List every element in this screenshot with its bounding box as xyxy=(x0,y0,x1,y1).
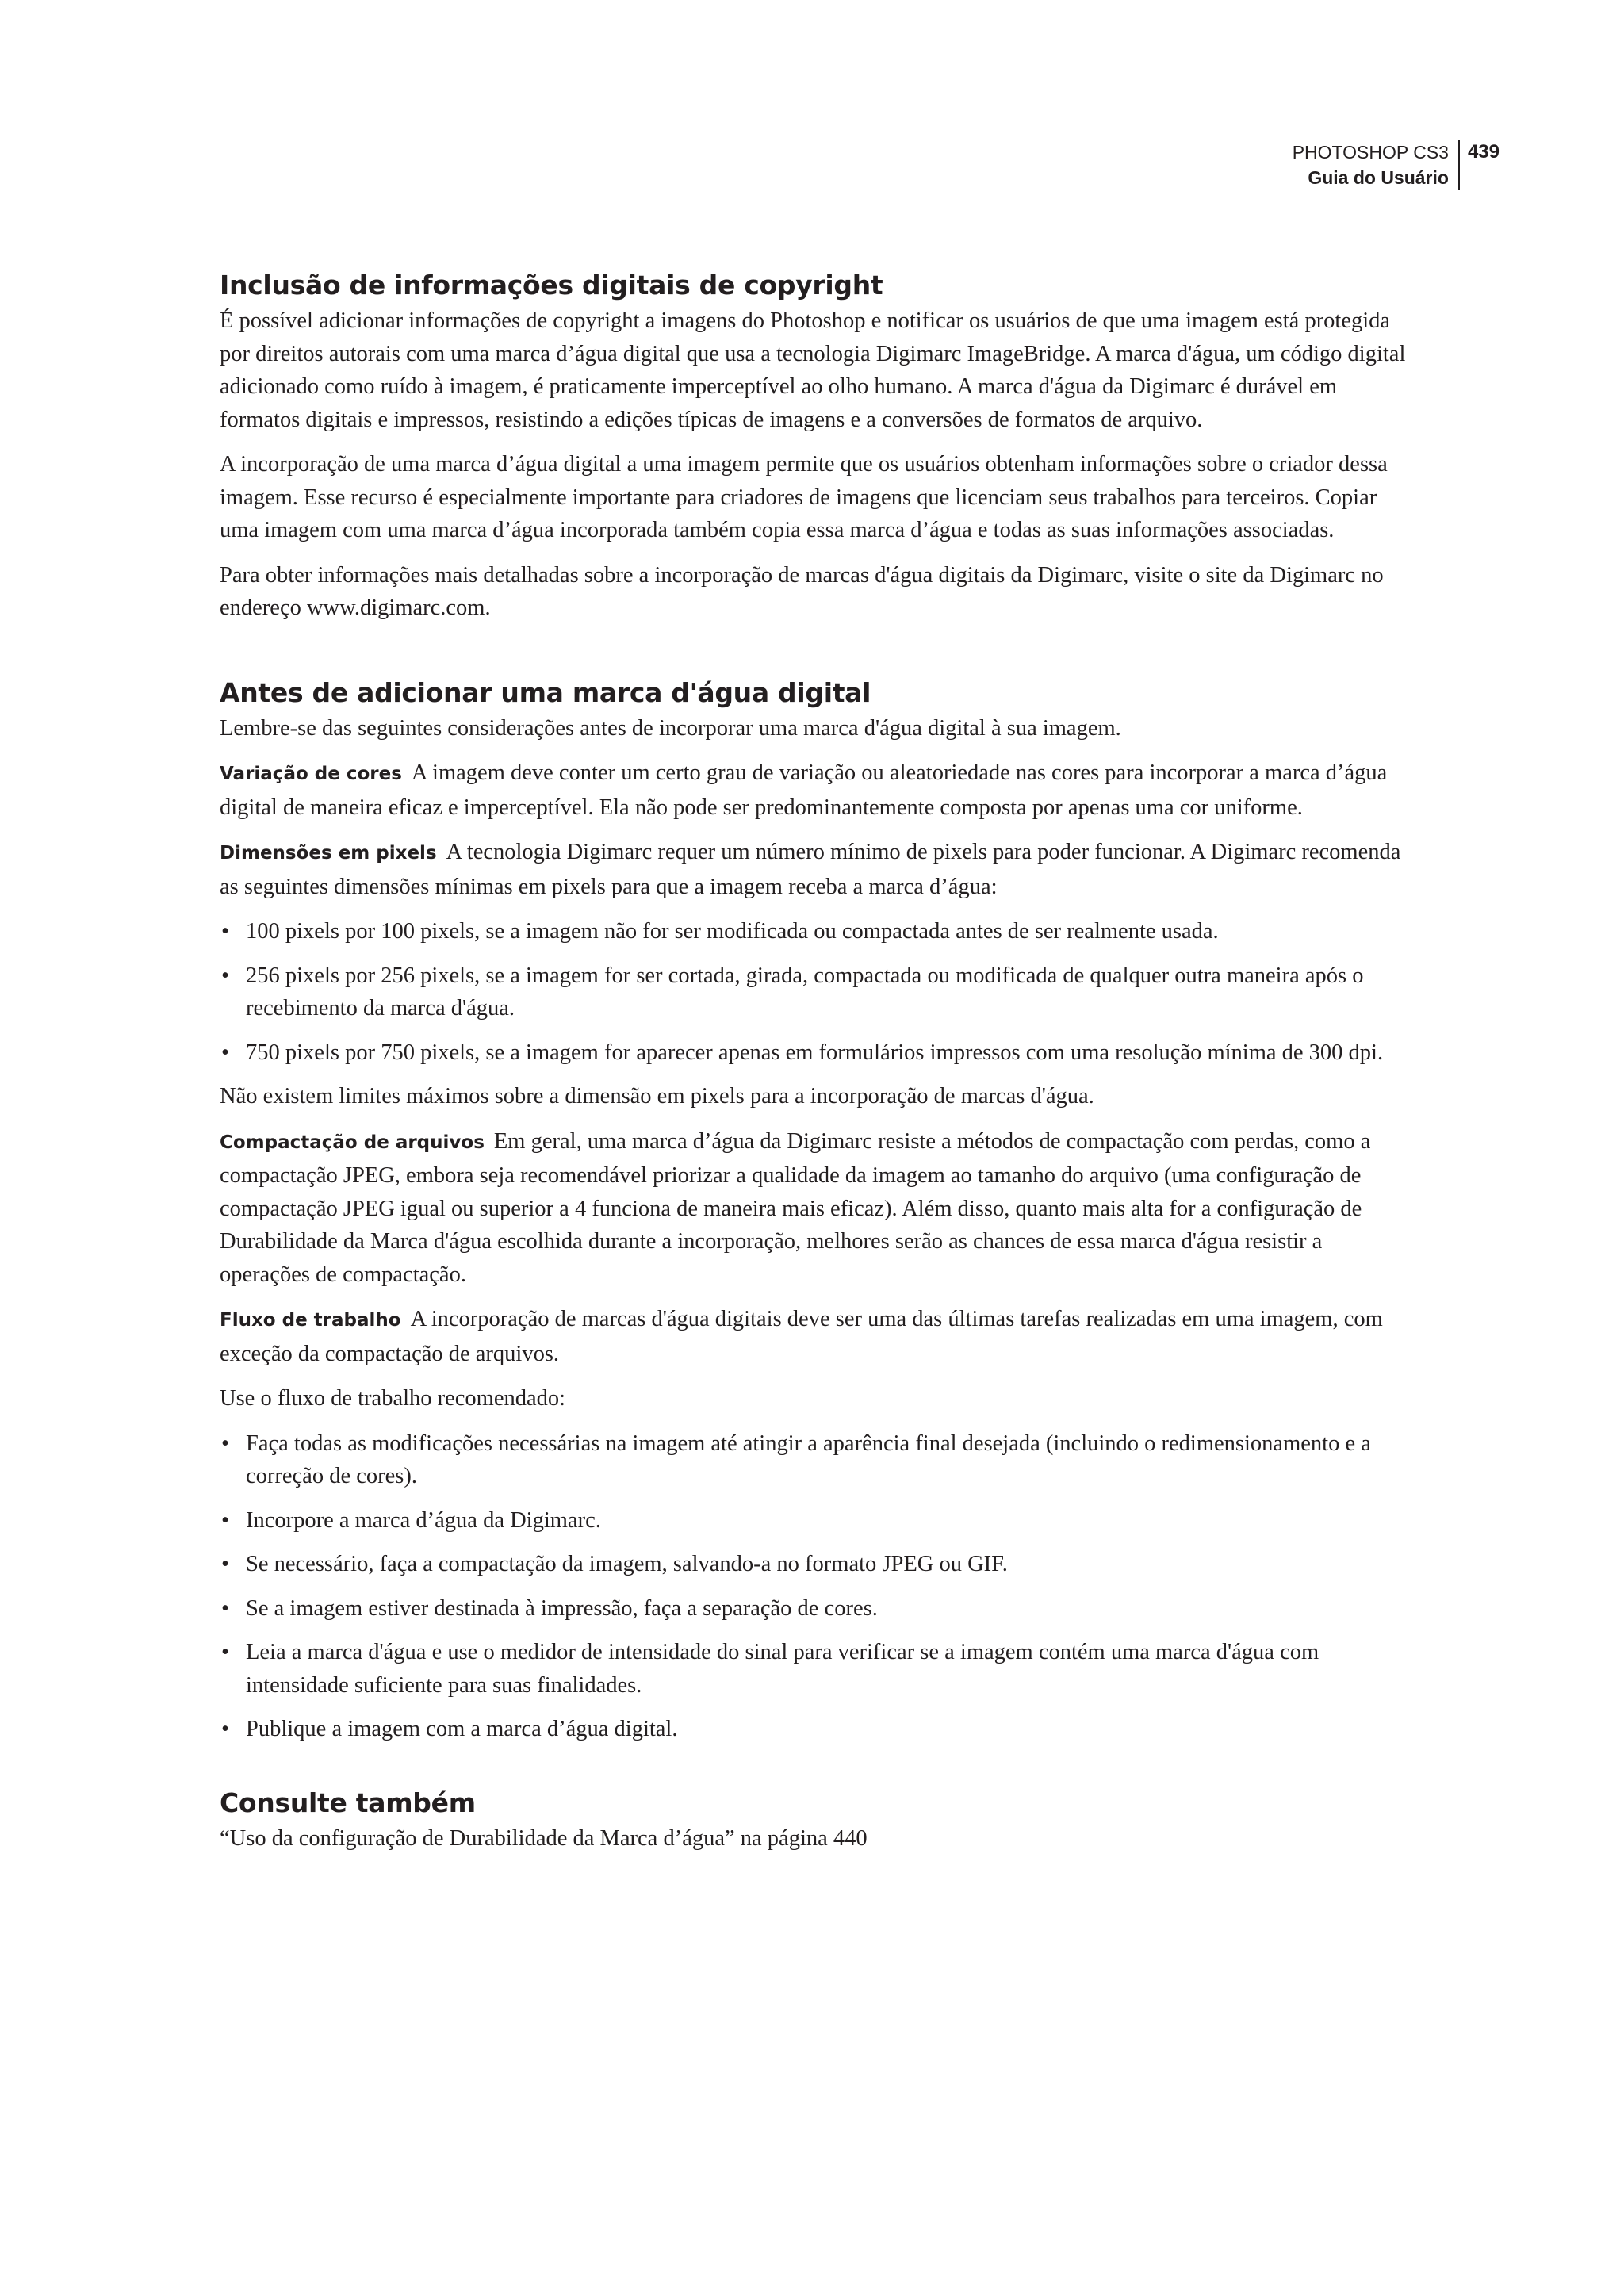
term-label: Dimensões em pixels xyxy=(220,843,437,864)
header-guide: Guia do Usuário xyxy=(1308,167,1449,188)
list-item xyxy=(220,1713,1417,1746)
term-text: A incorporação de marcas d'água digitais deve ser uma das últimas tarefas realizadas em uma imagem, com exceção da compactação de arquivos. xyxy=(220,1307,1383,1366)
section-see-also xyxy=(220,1784,1417,1855)
list-item-text: Se a imagem estiver destinada à impressão, faça a separação de cores. xyxy=(246,1595,878,1621)
list-item-text: Publique a imagem com a marca d’água digital. xyxy=(246,1717,678,1741)
pixel-list xyxy=(220,915,1417,1069)
paragraph: Para obter informações mais detalhadas sobre a incorporação de marcas d'água digitais da Digimarc, visite o site da Digimarc no endereço www.digimarc.com. xyxy=(220,562,1384,620)
list-item-text: Faça todas as modificações necessárias na imagem até atingir a aparência final desejada (incluindo o redimensionamento e a correção de cores). xyxy=(246,1430,1371,1488)
list-item-text: Leia a marca d'água e use o medidor de intensidade do sinal para verificar se a imagem contém uma marca d'água com intensidade suficiente para suas finalidades. xyxy=(246,1640,1320,1698)
list-item-text: 100 pixels por 100 pixels, se a imagem não for ser modificada ou compactada antes de ser realmente usada. xyxy=(246,919,1219,944)
list-item-text: Se necessário, faça a compactação da imagem, salvando-a no formato JPEG ou GIF. xyxy=(246,1552,1008,1576)
workflow-list xyxy=(220,1427,1417,1746)
paragraph: É possível adicionar informações de copyright a imagens do Photoshop e notificar os usuários de que uma imagem está protegida por direitos autorais com uma marca d’água digital que usa a tecnologia Digimarc ImageBridge. A marca d'água, um código digital adicionado como ruído à imagem, é praticamente imperceptível ao olho humano. A marca d'água da Digimarc é durável em formatos digitais e impressos, resistindo a edições típicas de imagens e a conversões de formatos de arquivo. xyxy=(220,308,1406,432)
term-label: Compactação de arquivos xyxy=(220,1132,485,1153)
term-text: Em geral, uma marca d’água da Digimarc resiste a métodos de compactação com perdas, como a compactação JPEG, embora seja recomendável priorizar a qualidade da imagem ao tamanho do arquivo (uma configuração de compactação JPEG igual ou superior a 4 funciona de maneira mais eficaz). Além disso, quanto mais alta for a configuração de Durabilidade da Marca d'água escolhida durante a incorporação, melhores serão as chances de essa marca d'água resistir a operações de compactação. xyxy=(220,1128,1371,1287)
bullet: • xyxy=(221,1552,229,1576)
list-item xyxy=(220,1504,1417,1538)
list-item xyxy=(220,1427,1417,1493)
list-item xyxy=(220,1636,1417,1702)
list-item-text: 750 pixels por 750 pixels, se a imagem for aparecer apenas em formulários impressos com uma resolução mínima de 300 dpi. xyxy=(246,1040,1384,1065)
bullet: • xyxy=(221,1640,229,1664)
see-also-link[interactable]: “Uso da configuração de Durabilidade da Marca d’água” na página 440 xyxy=(220,1825,868,1851)
list-item-text: Incorpore a marca d’água da Digimarc. xyxy=(246,1507,601,1533)
bullet: • xyxy=(221,1507,229,1533)
term-paragraph-workflow xyxy=(220,1303,1417,1370)
term-paragraph-pixels xyxy=(220,836,1417,903)
term-text: A tecnologia Digimarc requer um número mínimo de pixels para poder funcionar. A Digimarc recomenda as seguintes dimensões mínimas em pixels para que a imagem receba a marca d’água: xyxy=(220,840,1401,899)
header-text xyxy=(1293,140,1458,190)
list-item xyxy=(220,1548,1417,1581)
list-item xyxy=(220,959,1417,1025)
section-before-watermark xyxy=(220,674,1417,1746)
page-content xyxy=(220,262,1417,1855)
term-label: Fluxo de trabalho xyxy=(220,1310,401,1331)
running-header xyxy=(1293,140,1500,190)
header-product: PHOTOSHOP CS3 xyxy=(1292,142,1449,163)
bullet: • xyxy=(221,919,229,944)
term-label: Variação de cores xyxy=(220,764,402,784)
list-item xyxy=(220,1036,1417,1070)
list-item-text: 256 pixels por 256 pixels, se a imagem for ser cortada, girada, compactada ou modificada de qualquer outra maneira após o recebimento da marca d'água. xyxy=(246,963,1364,1021)
bullet: • xyxy=(221,963,229,988)
list-item xyxy=(220,915,1417,948)
paragraph: Lembre-se das seguintes considerações antes de incorporar uma marca d'água digital à sua imagem. xyxy=(220,715,1121,741)
term-paragraph-compression xyxy=(220,1125,1417,1292)
section-title-see-also: Consulte também xyxy=(220,1787,476,1818)
section-title-copyright: Inclusão de informações digitais de copyright xyxy=(220,270,883,301)
paragraph: A incorporação de uma marca d’água digital a uma imagem permite que os usuários obtenham informações sobre o criador dessa imagem. Esse recurso é especialmente importante para criadores de imagens que licenciam seus trabalhos para terceiros. Copiar uma imagem com uma marca d’água incorporada também copia essa marca d’água e todas as suas informações associadas. xyxy=(220,452,1388,542)
bullet: • xyxy=(221,1040,229,1065)
section-copyright xyxy=(220,266,1417,625)
bullet: • xyxy=(221,1595,229,1621)
section-title-before-watermark: Antes de adicionar uma marca d'água digital xyxy=(220,676,871,708)
bullet: • xyxy=(221,1717,229,1741)
bullet: • xyxy=(221,1430,229,1456)
term-text: A imagem deve conter um certo grau de variação ou aleatoriedade nas cores para incorporar a marca d’água digital de maneira eficaz e imperceptível. Ela não pode ser predominantemente composta por apenas uma cor uniforme. xyxy=(220,760,1388,820)
term-paragraph-color xyxy=(220,756,1417,824)
paragraph: Não existem limites máximos sobre a dimensão em pixels para a incorporação de marcas d'água. xyxy=(220,1084,1094,1109)
page-number: 439 xyxy=(1467,141,1500,163)
list-item xyxy=(220,1592,1417,1626)
paragraph: Use o fluxo de trabalho recomendado: xyxy=(220,1386,566,1411)
